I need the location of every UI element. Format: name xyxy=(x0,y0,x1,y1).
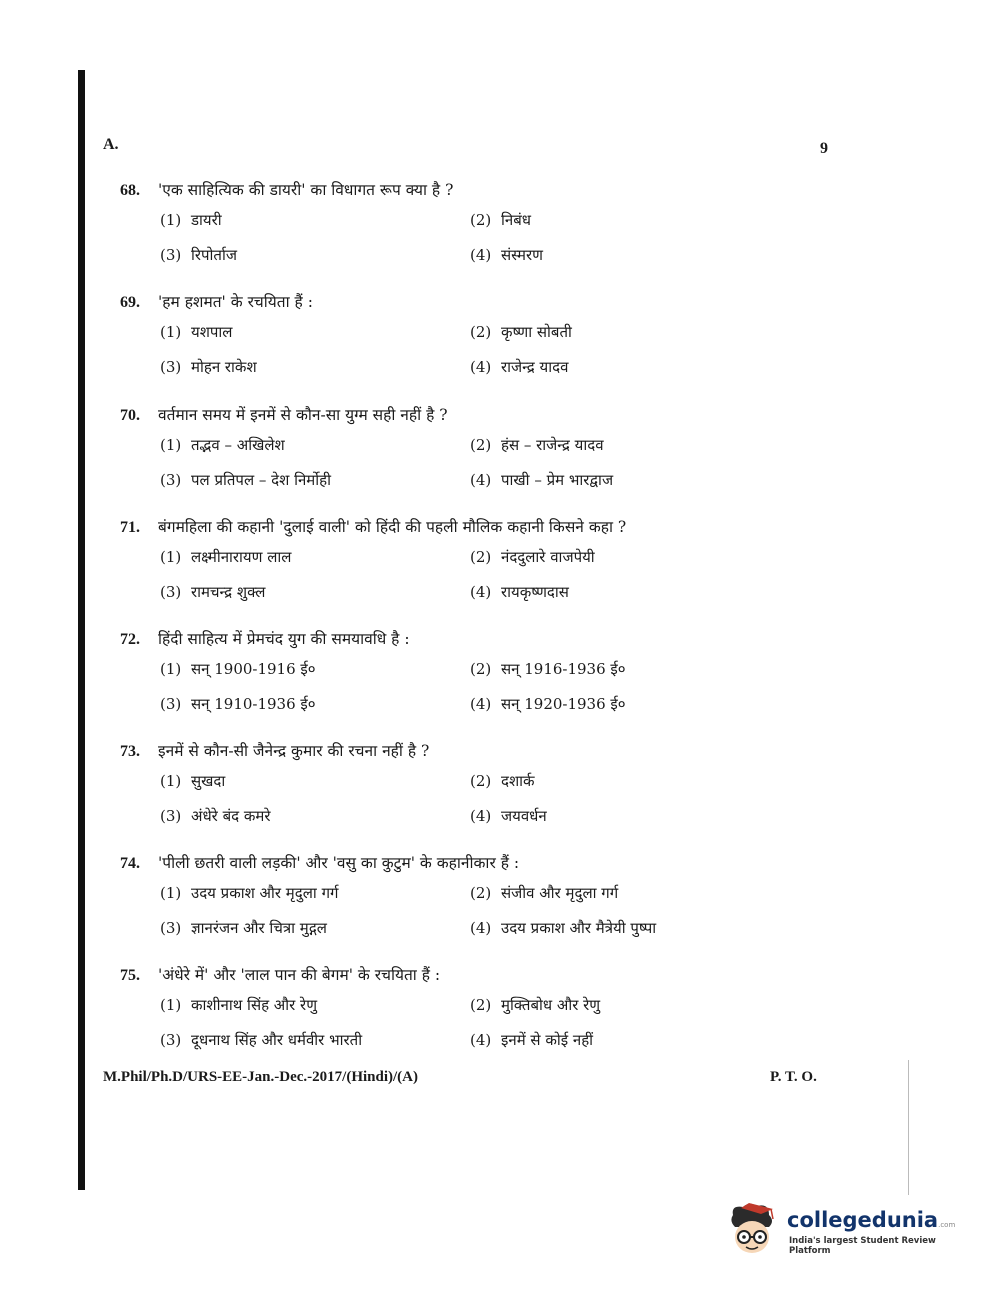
question-text: हिंदी साहित्य में प्रेमचंद युग की समयावधि है : xyxy=(158,630,410,648)
option-number: (3) xyxy=(160,357,182,376)
option-number: (2) xyxy=(470,210,492,229)
logo-wordmark xyxy=(787,1208,955,1232)
question-set-label: A. xyxy=(103,136,119,153)
option-number: (1) xyxy=(160,883,182,902)
option-number: (2) xyxy=(470,771,492,790)
option xyxy=(470,771,750,791)
option-number: (3) xyxy=(160,806,182,825)
please-turn-over: P. T. O. xyxy=(770,1069,817,1085)
option-text: मोहन राकेश xyxy=(191,357,257,376)
collegedunia-logo xyxy=(727,1193,957,1265)
question-line xyxy=(120,178,760,202)
question-text: 'अंधेरे में' और 'लाल पान की बेगम' के रचयिता हैं : xyxy=(158,966,441,984)
logo-tagline: India's largest Student Review Platform xyxy=(789,1236,936,1256)
option-text: रायकृष्णदास xyxy=(501,582,569,601)
question-line xyxy=(120,403,760,427)
question-block xyxy=(120,403,760,497)
option-number: (3) xyxy=(160,245,182,264)
option-text: सन् 1900-1916 ई० xyxy=(191,659,316,678)
option-text: डायरी xyxy=(191,210,222,229)
option-row xyxy=(160,314,760,349)
option-number: (4) xyxy=(470,245,492,264)
question-line xyxy=(120,290,760,314)
question-text: इनमें से कौन-सी जैनेन्द्र कुमार की रचना नहीं है ? xyxy=(158,742,430,760)
option-text: पल प्रतिपल – देश निर्मोही xyxy=(191,470,332,489)
option-text: राजेन्द्र यादव xyxy=(501,357,569,376)
option-number: (3) xyxy=(160,470,182,489)
question-number: 69. xyxy=(120,294,140,311)
option-row xyxy=(160,987,760,1022)
option-text: दूधनाथ सिंह और धर्मवीर भारती xyxy=(191,1030,363,1049)
option-text: उदय प्रकाश और मैत्रेयी पुष्पा xyxy=(501,918,657,937)
option-row xyxy=(160,875,760,910)
question-number: 71. xyxy=(120,519,140,536)
option-text: पाखी – प्रेम भारद्वाज xyxy=(501,470,614,489)
option xyxy=(470,435,750,455)
option xyxy=(160,694,470,714)
option-row xyxy=(160,574,760,609)
question-number: 68. xyxy=(120,182,140,199)
question-number: 75. xyxy=(120,967,140,984)
option xyxy=(470,806,750,826)
option xyxy=(470,995,750,1015)
question-line xyxy=(120,515,760,539)
option-text: ज्ञानरंजन और चित्रा मुद्गल xyxy=(191,918,327,937)
paper-code: M.Phil/Ph.D/URS-EE-Jan.-Dec.-2017/(Hindi)/(A) xyxy=(103,1069,418,1085)
option-text: सन् 1910-1936 ई० xyxy=(191,694,316,713)
option-row xyxy=(160,539,760,574)
option-number: (4) xyxy=(470,1030,492,1049)
logo-suffix: .com xyxy=(938,1221,956,1229)
option-number: (2) xyxy=(470,322,492,341)
option-row xyxy=(160,427,760,462)
option-number: (1) xyxy=(160,547,182,566)
option-number: (4) xyxy=(470,694,492,713)
question-block xyxy=(120,627,760,721)
option-number: (3) xyxy=(160,694,182,713)
option-number: (2) xyxy=(470,547,492,566)
option-text: संजीव और मृदुला गर्ग xyxy=(501,883,619,902)
option-row xyxy=(160,237,760,272)
option-number: (4) xyxy=(470,918,492,937)
option xyxy=(160,210,470,230)
option-text: यशपाल xyxy=(191,322,233,341)
question-block xyxy=(120,178,760,272)
option-text: काशीनाथ सिंह और रेणु xyxy=(191,995,318,1014)
option-text: अंधेरे बंद कमरे xyxy=(191,806,271,825)
option-text: मुक्तिबोध और रेणु xyxy=(501,995,601,1014)
option-number: (2) xyxy=(470,995,492,1014)
option-number: (4) xyxy=(470,582,492,601)
option-number: (2) xyxy=(470,883,492,902)
option-text: सन् 1920-1936 ई० xyxy=(501,694,626,713)
question-text: बंगमहिला की कहानी 'दुलाई वाली' को हिंदी की पहली मौलिक कहानी किसने कहा ? xyxy=(158,518,627,536)
option-text: तद्भव – अखिलेश xyxy=(191,435,285,454)
option-row xyxy=(160,462,760,497)
question-text: 'पीली छतरी वाली लड़की' और 'वसु का कुटुम' के कहानीकार हैं : xyxy=(158,854,520,872)
option xyxy=(160,435,470,455)
option xyxy=(160,470,470,490)
option-row xyxy=(160,202,760,237)
question-number: 70. xyxy=(120,407,140,424)
option-text: जयवर्धन xyxy=(501,806,547,825)
option-text: कृष्णा सोबती xyxy=(501,322,572,341)
option xyxy=(160,1030,470,1050)
option-number: (1) xyxy=(160,210,182,229)
option-text: रिपोर्ताज xyxy=(191,245,237,264)
option-number: (1) xyxy=(160,659,182,678)
option xyxy=(470,918,750,938)
question-line xyxy=(120,627,760,651)
option xyxy=(160,771,470,791)
option-number: (4) xyxy=(470,806,492,825)
option xyxy=(470,1030,750,1050)
option xyxy=(160,806,470,826)
option-number: (4) xyxy=(470,357,492,376)
student-mascot-icon xyxy=(727,1201,779,1257)
question-block xyxy=(120,515,760,609)
option-number: (2) xyxy=(470,659,492,678)
option xyxy=(160,322,470,342)
question-text: वर्तमान समय में इनमें से कौन-सा युग्म सही नहीं है ? xyxy=(158,406,448,424)
option xyxy=(470,547,750,567)
option-row xyxy=(160,763,760,798)
option-text: दशार्क xyxy=(501,771,535,790)
option-text: सन् 1916-1936 ई० xyxy=(501,659,626,678)
option xyxy=(470,883,750,903)
question-number: 72. xyxy=(120,631,140,648)
option-row xyxy=(160,1022,760,1057)
option-text: लक्ष्मीनारायण लाल xyxy=(191,547,292,566)
option xyxy=(160,547,470,567)
option-row xyxy=(160,910,760,945)
option-text: इनमें से कोई नहीं xyxy=(501,1030,594,1049)
question-text: 'एक साहित्यिक की डायरी' का विधागत रूप क्या है ? xyxy=(158,181,454,199)
option-number: (1) xyxy=(160,435,182,454)
option xyxy=(160,883,470,903)
option xyxy=(160,995,470,1015)
option xyxy=(160,582,470,602)
option xyxy=(160,245,470,265)
option-text: सुखदा xyxy=(191,771,226,790)
option xyxy=(470,357,750,377)
option xyxy=(160,918,470,938)
option-text: रामचन्द्र शुक्ल xyxy=(191,582,266,601)
option-number: (3) xyxy=(160,1030,182,1049)
option-text: संस्मरण xyxy=(501,245,543,264)
option-number: (3) xyxy=(160,918,182,937)
option xyxy=(470,694,750,714)
option xyxy=(470,322,750,342)
option xyxy=(470,582,750,602)
scan-border-right xyxy=(908,1060,909,1195)
question-block xyxy=(120,739,760,833)
page-number: 9 xyxy=(820,140,828,157)
logo-name-text: collegedunia xyxy=(787,1208,939,1232)
option-text: निबंध xyxy=(501,210,532,229)
question-line xyxy=(120,963,760,987)
question-text: 'हम हशमत' के रचयिता हैं : xyxy=(158,293,313,311)
question-block xyxy=(120,963,760,1057)
option-row xyxy=(160,686,760,721)
option xyxy=(470,210,750,230)
question-line xyxy=(120,739,760,763)
option-text: उदय प्रकाश और मृदुला गर्ग xyxy=(191,883,339,902)
option xyxy=(470,470,750,490)
option-text: हंस – राजेन्द्र यादव xyxy=(501,435,604,454)
option-row xyxy=(160,349,760,384)
option-number: (1) xyxy=(160,771,182,790)
option xyxy=(160,659,470,679)
option xyxy=(470,659,750,679)
question-block xyxy=(120,851,760,945)
option-number: (1) xyxy=(160,995,182,1014)
option-row xyxy=(160,651,760,686)
option xyxy=(160,357,470,377)
option-row xyxy=(160,798,760,833)
question-number: 74. xyxy=(120,855,140,872)
question-block xyxy=(120,290,760,384)
question-line xyxy=(120,851,760,875)
question-number: 73. xyxy=(120,743,140,760)
option-number: (2) xyxy=(470,435,492,454)
option-text: नंददुलारे वाजपेयी xyxy=(501,547,595,566)
option-number: (1) xyxy=(160,322,182,341)
option xyxy=(470,245,750,265)
scan-border-left xyxy=(78,70,85,1190)
option-number: (3) xyxy=(160,582,182,601)
option-number: (4) xyxy=(470,470,492,489)
